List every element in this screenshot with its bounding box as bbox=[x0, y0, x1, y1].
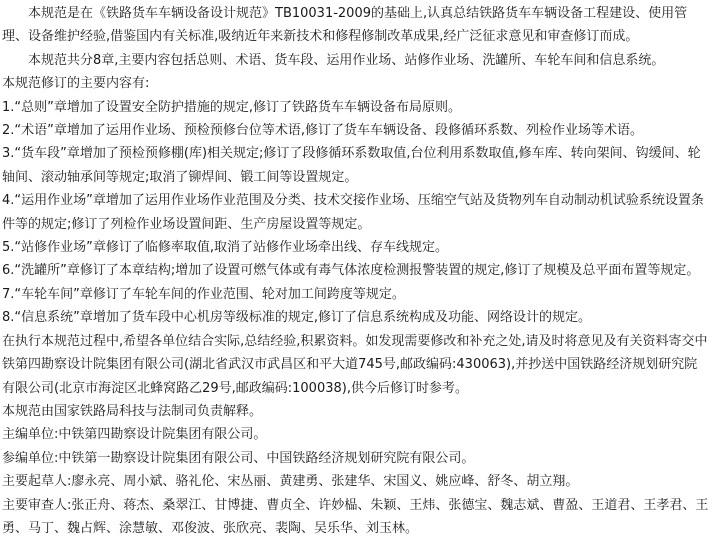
responsible-paragraph: 本规范由国家铁路局科技与法制司负责解释。 bbox=[2, 403, 263, 419]
editor-unit: 主编单位:中铁第四勘察设计院集团有限公司。 bbox=[2, 427, 267, 443]
revision-item-6: 6.“洗罐所”章修订了本章结构;增加了设置可燃气体或有毒气体浓度检测报警装置的规定,修订了规模及总平面布置等规定。 bbox=[2, 263, 700, 279]
chapters-paragraph: 本规范共分8章,主要内容包括总则、术语、货车段、运用作业场、站修作业场、洗罐所、车轮车间和信息系统。 bbox=[28, 52, 665, 68]
revision-item-8: 8.“信息系统”章增加了货车段中心机房等级标准的规定,修订了信息系统构成及功能、网络设计的规定。 bbox=[2, 310, 592, 326]
drafters-list: 主要起草人:廖永亮、周小斌、骆礼伦、宋丛丽、黄建勇、张建华、宋国义、姚应峰、舒冬、胡立翔。 bbox=[2, 474, 579, 490]
revision-item-4: 4.“运用作业场”章增加了运用作业场作业范围及分类、技术交接作业场、压缩空气站及货物列车自动制动机试验系统设置条件等的规定;修订了列检作业场设置间距、生产房屋设置等规定。 bbox=[2, 193, 704, 232]
revision-heading: 本规范修订的主要内容有: bbox=[2, 76, 150, 92]
intro-paragraph: 本规范是在《铁路货车车辆设备设计规范》TB10031-2009的基础上,认真总结铁路货车车辆设备工程建设、使用管理、设备维护经验,借鉴国内有关标准,吸纳近年来新技术和修程修制改革成果,经广泛征求意见和审查修订而成。 bbox=[2, 6, 688, 45]
revision-item-5: 5.“站修作业场”章修订了临修率取值,取消了站修作业场牵出线、存车线规定。 bbox=[2, 240, 449, 256]
revision-item-7: 7.“车轮车间”章修订了车轮车间的作业范围、轮对加工间跨度等规定。 bbox=[2, 286, 405, 302]
reviewers-list: 主要审查人:张正舟、蒋杰、桑翠江、甘博捷、曹贞全、许妙榀、朱颖、王炜、张德宝、魏志斌、曹盈、王道君、王孝君、王勇、马丁、魏占辉、涂慧敏、邓俊波、张欣亮、裴陶、吴乐华、刘玉林。 bbox=[2, 497, 709, 536]
participating-units: 参编单位:中铁第一勘察设计院集团有限公司、中国铁路经济规划研究院有限公司。 bbox=[2, 450, 475, 466]
feedback-paragraph: 在执行本规范过程中,希望各单位结合实际,总结经验,积累资料。如发现需要修改和补充之处,请及时将意见及有关资料寄交中铁第四勘察设计院集团有限公司(湖北省武汉市武昌区和平大道745号,邮政编码:430063),并抄送中国铁路经济规划研究院有限公司(北京市海淀区北蜂窝路乙29号,邮政编码:100038),供今后修订时参考。 bbox=[2, 333, 708, 396]
revision-item-2: 2.“术语”章增加了运用作业场、预检预修台位等术语,修订了货车车辆设备、段修循环系数、列检作业场等术语。 bbox=[2, 123, 644, 139]
revision-item-3: 3.“货车段”章增加了预检预修棚(库)相关规定;修订了段修循环系数取值,台位利用系数取值,修车库、转向架间、钩缓间、轮轴间、滚动轴承间等规定;取消了铆焊间、锻工间等设置规定。 bbox=[2, 146, 701, 185]
revision-item-1: 1.“总则”章增加了设置安全防护措施的规定,修订了铁路货车车辆设备布局原则。 bbox=[2, 99, 462, 115]
